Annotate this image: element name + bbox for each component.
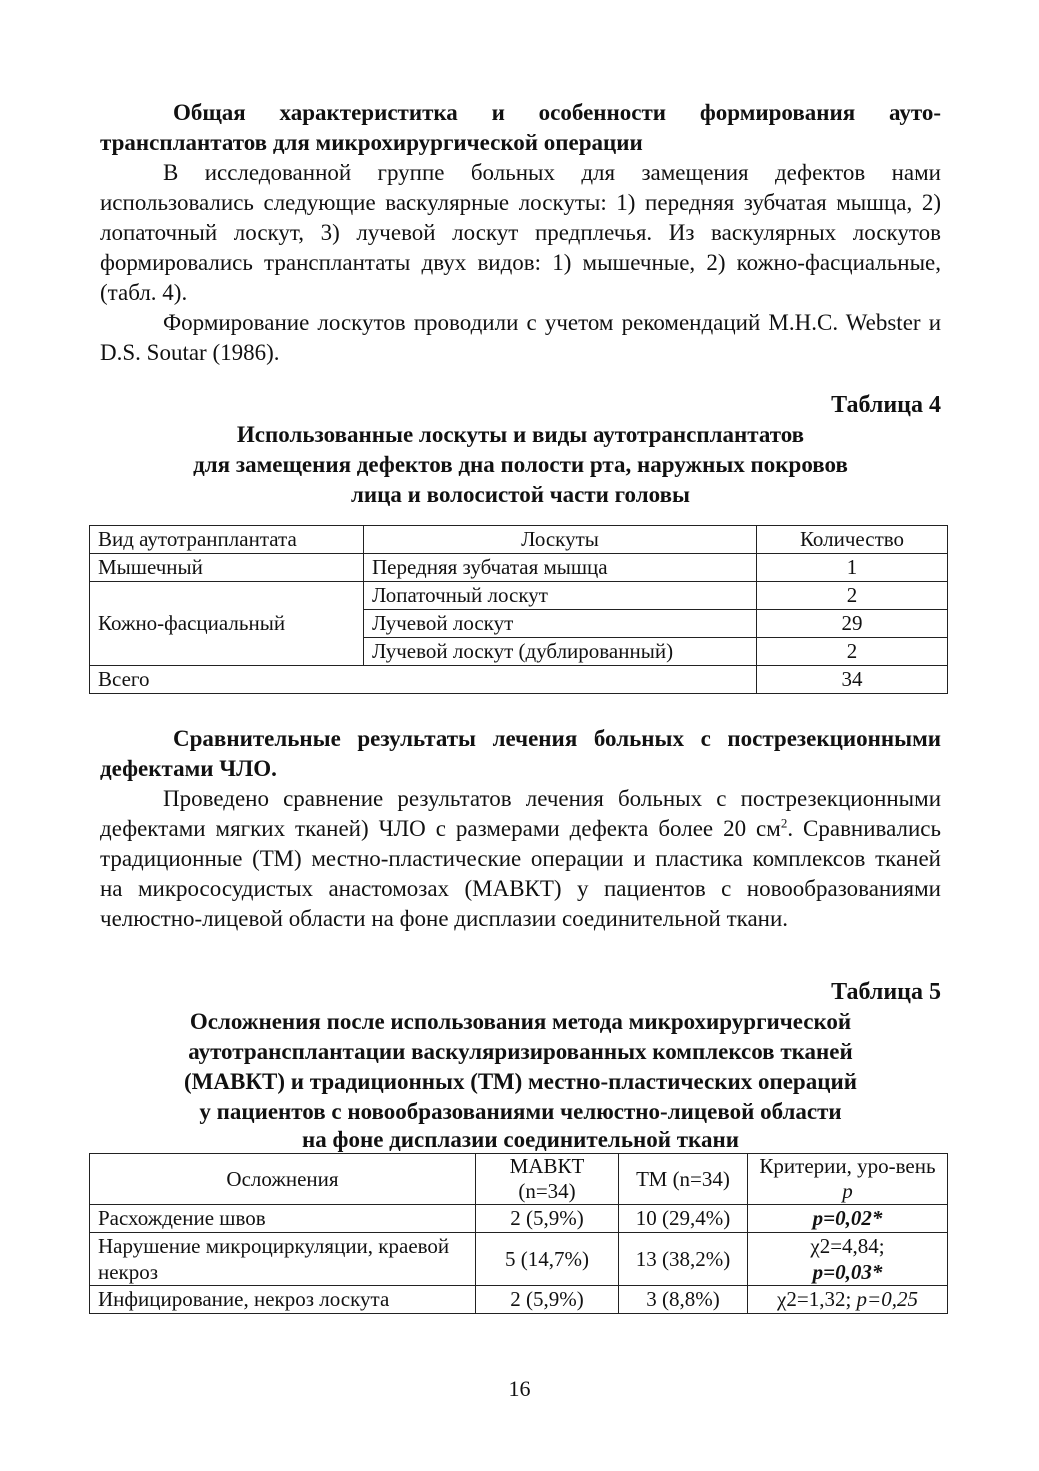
- table-cell: Инфицирование, некроз лоскута: [90, 1286, 476, 1314]
- table-cell: 13 (38,2%): [619, 1233, 748, 1286]
- paragraph-webster: Формирование лоскутов проводили с учетом рекомендаций M.H.C. Webster и D.S. Soutar (1986).: [100, 310, 941, 365]
- table-cell: Всего: [90, 666, 757, 694]
- table-header-row: [90, 526, 948, 554]
- p-value: p=0,03*: [812, 1260, 883, 1284]
- p-value: p=0,02*: [812, 1206, 883, 1230]
- table-header-cell: Количество: [757, 526, 948, 554]
- table-cell: 1: [757, 554, 948, 582]
- table-row: [90, 554, 948, 582]
- table-cell: [748, 1286, 948, 1314]
- table-row: [90, 1205, 948, 1233]
- table-cell: [748, 1233, 948, 1286]
- table4-label: Таблица 4: [831, 392, 941, 418]
- p-value: p=0,25: [856, 1287, 918, 1311]
- table5-title-line1: Осложнения после использования метода микрохирургической: [189, 1009, 852, 1034]
- table5: [89, 1153, 948, 1314]
- table-cell: 2: [757, 582, 948, 610]
- section-heading-results: Сравнительные результаты лечения больных с пострезекционными дефектами ЧЛО.: [100, 726, 941, 781]
- criteria-p: p: [842, 1179, 853, 1203]
- paragraph-comparison: [100, 784, 941, 934]
- table-cell: Кожно-фасциальный: [90, 582, 364, 666]
- table-cell: 29: [757, 610, 948, 638]
- table-cell: 3 (8,8%): [619, 1286, 748, 1314]
- table-header-cell: [748, 1154, 948, 1205]
- table5-title-line5: на фоне дисплазии соединительной ткани: [302, 1127, 739, 1152]
- table-cell: 5 (14,7%): [476, 1233, 619, 1286]
- superscript-two: 2: [780, 815, 788, 831]
- table-cell: 2 (5,9%): [476, 1205, 619, 1233]
- table4-title-line3: лица и волосистой части головы: [351, 482, 690, 507]
- table-total-row: [90, 666, 948, 694]
- table-header-cell: МАВКТ (n=34): [476, 1154, 619, 1205]
- page-content: [100, 98, 941, 1314]
- table-cell: 2: [757, 638, 948, 666]
- criteria-label: Критерии, уро-вень: [759, 1154, 936, 1178]
- paragraph-comparison-part2: . Сравнивались традиционные (ТМ) местно-пластические операции и пластика комплексов тканей на микрососудистых анастомозах (МАВКТ) у пациентов с новообразованиями челюстно-лицевой области на фоне дисплазии соединительной ткани.: [100, 816, 942, 931]
- chi-value: χ2=1,32;: [777, 1287, 852, 1311]
- table-header-cell: Вид аутотранплантата: [90, 526, 364, 554]
- table-cell: Мышечный: [90, 554, 364, 582]
- table5-title-line3: (МАВКТ) и традиционных (ТМ) местно-пластических операций: [184, 1069, 857, 1094]
- table-header-row: [90, 1154, 948, 1205]
- table-row: [90, 1286, 948, 1314]
- table-cell: Нарушение микроциркуляции, краевой некроз: [90, 1233, 476, 1286]
- table4: [89, 525, 948, 694]
- table-cell: 2 (5,9%): [476, 1286, 619, 1314]
- table-header-cell: Осложнения: [90, 1154, 476, 1205]
- chi-value: χ2=4,84;: [810, 1234, 885, 1258]
- table-cell: 34: [757, 666, 948, 694]
- table5-title-line2: аутотрансплантации васкуляризированных комплексов тканей: [188, 1039, 853, 1064]
- table4-title-line2: для замещения дефектов дна полости рта, наружных покровов: [193, 452, 848, 477]
- table4-title-line1: Использованные лоскуты и виды аутотрансплантатов: [236, 422, 805, 447]
- table-cell: Передняя зубчатая мышца: [364, 554, 757, 582]
- table-header-cell: Лоскуты: [364, 526, 757, 554]
- table5-label: Таблица 5: [831, 979, 941, 1005]
- table-cell: 10 (29,4%): [619, 1205, 748, 1233]
- table-cell: Лопаточный лоскут: [364, 582, 757, 610]
- table-header-cell: ТМ (n=34): [619, 1154, 748, 1205]
- paragraph-flaps: В исследованной группе больных для замещения дефектов нами использовались следующие васкулярные лоскуты: 1) передняя зубчатая мышца, 2) лопаточный лоскут, 3) лучевой лоскут предплечья. Из васкулярных лоскутов формировались трансплантаты двух видов: 1) мышечные, 2) кожно-фасциальные, (табл. 4).: [100, 160, 941, 305]
- page-number: 16: [508, 1376, 531, 1401]
- table-cell: [748, 1205, 948, 1233]
- table-cell: Лучевой лоскут (дублированный): [364, 638, 757, 666]
- paragraph-comparison-part1: Проведено сравнение результатов лечения больных с пострезекционными дефектами мягких тканей) ЧЛО с размерами дефекта более 20 см: [100, 786, 941, 841]
- table-cell: Лучевой лоскут: [364, 610, 757, 638]
- table-row: [90, 582, 948, 610]
- table5-title-line4: у пациентов с новообразованиями челюстно-лицевой области: [199, 1099, 842, 1124]
- table-cell: Расхождение швов: [90, 1205, 476, 1233]
- table-row: [90, 1233, 948, 1286]
- section-heading-autografts: Общая характериститка и особенности формирования ауто-трансплантатов для микрохирургической операции: [100, 100, 941, 155]
